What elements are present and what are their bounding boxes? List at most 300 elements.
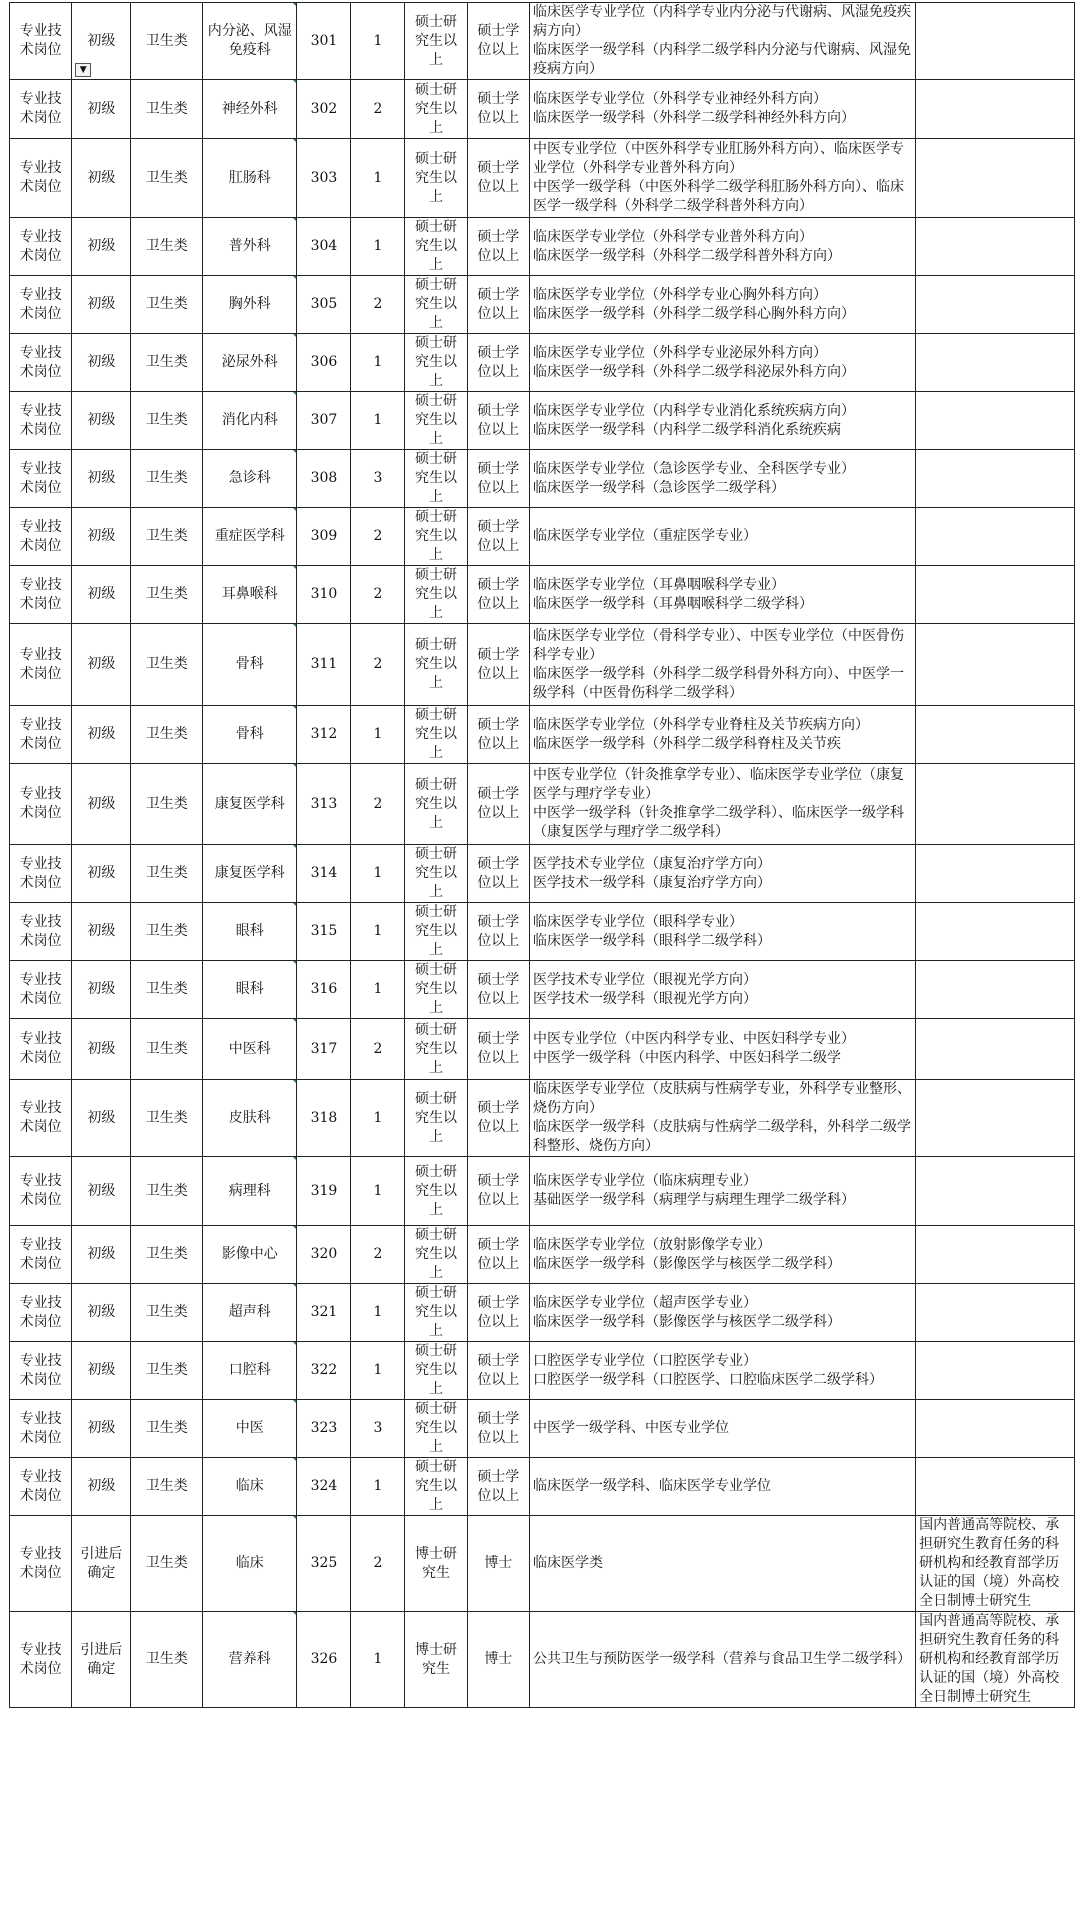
cell-category: 卫生类 [131,1157,203,1226]
cell-headcount: 2 [351,624,405,706]
cell-education: 硕士研究生以上 [405,845,467,903]
cell-headcount: 1 [351,1458,405,1516]
cell-department: 急诊科 [203,450,297,508]
cell-post-code: 315 [297,903,351,961]
cell-other-requirements [916,845,1075,903]
cell-degree: 硕士学位以上 [467,1400,529,1458]
cell-post-type: 专业技术岗位 [10,139,72,218]
cell-education: 博士研究生 [405,1612,467,1708]
cell-level: 初级 [72,1400,131,1458]
cell-level: 初级 [72,1342,131,1400]
table-row [10,80,1075,139]
cell-education: 硕士研究生以上 [405,508,467,566]
table-row [10,1157,1075,1226]
cell-department: 内分泌、风湿免疫科 [203,3,297,80]
cell-major-requirements [529,1400,915,1458]
cell-post-code: 309 [297,508,351,566]
major-line: 临床医学一级学科（外科学二级学科骨外科方向）、中医学一级学科（中医骨伤科学二级学科） [532,665,904,701]
cell-education: 硕士研究生以上 [405,276,467,334]
major-line: 临床医学专业学位（外科学专业心胸外科方向） [532,286,827,303]
cell-category: 卫生类 [131,1458,203,1516]
cell-post-code: 324 [297,1458,351,1516]
cell-category: 卫生类 [131,903,203,961]
cell-degree: 硕士学位以上 [467,334,529,392]
cell-department: 口腔科 [203,1342,297,1400]
table-row [10,3,1075,80]
cell-level: 初级 [72,961,131,1019]
cell-degree: 硕士学位以上 [467,392,529,450]
cell-department: 临床 [203,1458,297,1516]
major-line: 医学技术专业学位（眼视光学方向） [532,971,757,988]
cell-level: 初级 [72,764,131,845]
cell-education: 硕士研究生以上 [405,1080,467,1157]
cell-other-requirements [916,392,1075,450]
cell-major-requirements [529,624,915,706]
cell-major-requirements [529,764,915,845]
cell-post-type: 专业技术岗位 [10,80,72,139]
cell-education: 硕士研究生以上 [405,1342,467,1400]
cell-major-requirements [529,706,915,764]
major-line: 临床医学专业学位（超声医学专业） [532,1294,757,1311]
cell-post-code: 321 [297,1284,351,1342]
cell-post-type: 专业技术岗位 [10,1516,72,1612]
cell-level: 初级 [72,1284,131,1342]
cell-department: 泌尿外科 [203,334,297,392]
cell-headcount: 1 [351,392,405,450]
cell-major-requirements [529,80,915,139]
cell-headcount: 1 [351,903,405,961]
cell-other-requirements [916,1458,1075,1516]
cell-major-requirements [529,961,915,1019]
cell-degree: 博士 [467,1612,529,1708]
major-line: 临床医学一级学科（眼科学二级学科） [532,932,771,949]
major-line: 临床医学专业学位（放射影像学专业） [532,1236,771,1253]
cell-post-type: 专业技术岗位 [10,1226,72,1284]
cell-post-code: 304 [297,218,351,276]
cell-degree: 博士 [467,1516,529,1612]
cell-major-requirements [529,1458,915,1516]
cell-other-requirements [916,624,1075,706]
cell-education: 硕士研究生以上 [405,961,467,1019]
major-line: 公共卫生与预防医学一级学科（营养与食品卫生学二级学科） [532,1651,911,1667]
major-line: 临床医学专业学位（耳鼻咽喉科学专业） [532,576,785,593]
cell-post-code: 307 [297,392,351,450]
cell-education: 硕士研究生以上 [405,218,467,276]
table-row [10,218,1075,276]
cell-department: 消化内科 [203,392,297,450]
cell-headcount: 3 [351,1400,405,1458]
cell-category: 卫生类 [131,392,203,450]
cell-major-requirements [529,845,915,903]
cell-post-code: 308 [297,450,351,508]
cell-post-type: 专业技术岗位 [10,3,72,80]
cell-category: 卫生类 [131,706,203,764]
cell-department: 普外科 [203,218,297,276]
cell-post-type: 专业技术岗位 [10,624,72,706]
cell-category: 卫生类 [131,1226,203,1284]
cell-major-requirements [529,276,915,334]
cell-post-code: 311 [297,624,351,706]
cell-post-type: 专业技术岗位 [10,903,72,961]
cell-degree: 硕士学位以上 [467,624,529,706]
cell-degree: 硕士学位以上 [467,706,529,764]
cell-level: 初级 [72,624,131,706]
cell-post-code: 302 [297,80,351,139]
major-line: 临床医学一级学科（内科学二级学科内分泌与代谢病、风湿免疫病方向） [532,42,911,77]
cell-post-type: 专业技术岗位 [10,218,72,276]
cell-degree: 硕士学位以上 [467,1157,529,1226]
cell-department: 胸外科 [203,276,297,334]
cell-education: 硕士研究生以上 [405,334,467,392]
cell-post-type: 专业技术岗位 [10,1080,72,1157]
cell-degree: 硕士学位以上 [467,764,529,845]
cell-level: 初级 [72,276,131,334]
cell-degree: 硕士学位以上 [467,566,529,624]
cell-post-type: 专业技术岗位 [10,706,72,764]
cell-post-type: 专业技术岗位 [10,1157,72,1226]
cell-post-type: 专业技术岗位 [10,334,72,392]
table-row [10,508,1075,566]
cell-headcount: 2 [351,276,405,334]
cell-major-requirements [529,1080,915,1157]
major-line: 临床医学专业学位（皮肤病与性病学专业，外科学专业整形、烧伤方向） [532,1081,911,1116]
cell-education: 硕士研究生以上 [405,903,467,961]
cell-other-requirements [916,1226,1075,1284]
cell-post-code: 323 [297,1400,351,1458]
major-line: 临床医学一级学科（外科学二级学科普外科方向） [532,247,841,264]
cell-degree: 硕士学位以上 [467,3,529,80]
cell-headcount: 1 [351,1342,405,1400]
cell-degree: 硕士学位以上 [467,1019,529,1080]
cell-department: 病理科 [203,1157,297,1226]
cell-other-requirements [916,139,1075,218]
cell-department: 康复医学科 [203,764,297,845]
cell-other-requirements [916,80,1075,139]
major-line: 临床医学一级学科（影像医学与核医学二级学科） [532,1255,841,1272]
major-line: 基础医学一级学科（病理学与病理生理学二级学科） [532,1192,855,1208]
cell-other-requirements: 国内普通高等院校、承担研究生教育任务的科研机构和经教育部学历认证的国（境）外高校全日制博士研究生 [916,1516,1075,1612]
major-line: 中医专业学位（中医外科学专业肛肠外科方向）、临床医学专业学位（外科学专业普外科方向） [532,141,904,176]
cell-department: 骨科 [203,706,297,764]
major-line: 临床医学类 [532,1555,603,1571]
major-line: 临床医学一级学科、临床医学专业学位 [532,1478,771,1494]
major-line: 医学技术一级学科（眼视光学方向） [532,990,757,1007]
cell-headcount: 1 [351,334,405,392]
cell-department: 临床 [203,1516,297,1612]
table-row [10,1226,1075,1284]
cell-category: 卫生类 [131,566,203,624]
cell-major-requirements [529,139,915,218]
cell-department: 神经外科 [203,80,297,139]
cell-headcount: 1 [351,3,405,80]
cell-post-code: 320 [297,1226,351,1284]
cell-level: 初级 [72,566,131,624]
table-row [10,1516,1075,1612]
cell-post-type: 专业技术岗位 [10,764,72,845]
major-line: 口腔医学一级学科（口腔医学、口腔临床医学二级学科） [532,1371,883,1388]
cell-major-requirements [529,392,915,450]
table-row [10,1458,1075,1516]
major-line: 中医学一级学科（中医外科学二级学科肛肠外科方向）、临床医学一级学科（外科学二级学科普外科方向） [532,179,904,214]
cell-major-requirements [529,1284,915,1342]
cell-degree: 硕士学位以上 [467,276,529,334]
cell-headcount: 2 [351,508,405,566]
cell-degree: 硕士学位以上 [467,961,529,1019]
cell-other-requirements [916,1342,1075,1400]
major-line: 临床医学一级学科（外科学二级学科神经外科方向） [532,110,855,126]
chevron-down-icon[interactable]: ▼ [75,63,91,77]
cell-headcount: 2 [351,764,405,845]
cell-department: 康复医学科 [203,845,297,903]
table-row [10,1612,1075,1708]
major-line: 口腔医学专业学位（口腔医学专业） [532,1352,757,1369]
cell-degree: 硕士学位以上 [467,450,529,508]
cell-department: 骨科 [203,624,297,706]
table-row [10,624,1075,706]
table-row [10,566,1075,624]
table-row [10,1080,1075,1157]
cell-other-requirements [916,508,1075,566]
cell-post-type: 专业技术岗位 [10,1612,72,1708]
cell-headcount: 1 [351,845,405,903]
cell-headcount: 2 [351,1226,405,1284]
table-body [10,3,1075,1708]
cell-education: 硕士研究生以上 [405,566,467,624]
table-row [10,706,1075,764]
cell-post-code: 319 [297,1157,351,1226]
cell-other-requirements [916,3,1075,80]
cell-level: 初级 ▼ [72,3,131,80]
cell-headcount: 3 [351,450,405,508]
cell-post-code: 310 [297,566,351,624]
cell-category: 卫生类 [131,218,203,276]
cell-category: 卫生类 [131,1284,203,1342]
cell-level: 初级 [72,903,131,961]
table-row [10,1284,1075,1342]
cell-level: 引进后确定 [72,1516,131,1612]
major-line: 中医专业学位（针灸推拿学专业）、临床医学专业学位（康复医学与理疗学专业） [532,767,904,802]
cell-department: 中医 [203,1400,297,1458]
major-line: 中医专业学位（中医内科学专业、中医妇科学专业） [532,1031,855,1047]
cell-major-requirements [529,1157,915,1226]
cell-department: 中医科 [203,1019,297,1080]
cell-education: 硕士研究生以上 [405,1400,467,1458]
major-line: 临床医学专业学位（急诊医学专业、全科医学专业） [532,460,855,477]
cell-level: 初级 [72,392,131,450]
cell-level: 初级 [72,139,131,218]
cell-education: 硕士研究生以上 [405,1458,467,1516]
cell-category: 卫生类 [131,508,203,566]
cell-level: 初级 [72,508,131,566]
cell-degree: 硕士学位以上 [467,80,529,139]
cell-other-requirements [916,1080,1075,1157]
cell-other-requirements [916,450,1075,508]
major-line: 医学技术专业学位（康复治疗学方向） [532,855,771,872]
cell-post-type: 专业技术岗位 [10,1400,72,1458]
cell-degree: 硕士学位以上 [467,139,529,218]
major-line: 中医学一级学科（中医内科学、中医妇科学二级学 [532,1050,841,1066]
cell-post-type: 专业技术岗位 [10,508,72,566]
cell-education: 硕士研究生以上 [405,764,467,845]
cell-category: 卫生类 [131,845,203,903]
cell-headcount: 1 [351,139,405,218]
cell-post-code: 326 [297,1612,351,1708]
table-row [10,392,1075,450]
cell-post-code: 316 [297,961,351,1019]
cell-education: 硕士研究生以上 [405,3,467,80]
cell-post-code: 305 [297,276,351,334]
major-line: 临床医学一级学科（皮肤病与性病学二级学科，外科学二级学科整形、烧伤方向） [532,1119,911,1154]
cell-major-requirements [529,1516,915,1612]
cell-post-code: 313 [297,764,351,845]
cell-major-requirements [529,450,915,508]
cell-major-requirements [529,903,915,961]
table-row [10,1019,1075,1080]
cell-level: 初级 [72,706,131,764]
table-row [10,450,1075,508]
cell-other-requirements [916,903,1075,961]
cell-degree: 硕士学位以上 [467,1458,529,1516]
cell-category: 卫生类 [131,1400,203,1458]
cell-education: 硕士研究生以上 [405,1226,467,1284]
cell-post-type: 专业技术岗位 [10,961,72,1019]
cell-level: 初级 [72,334,131,392]
cell-category: 卫生类 [131,1612,203,1708]
table-row [10,1400,1075,1458]
cell-level: 初级 [72,845,131,903]
cell-category: 卫生类 [131,334,203,392]
cell-post-type: 专业技术岗位 [10,276,72,334]
major-line: 临床医学专业学位（外科学专业神经外科方向） [532,91,827,107]
cell-department: 皮肤科 [203,1080,297,1157]
cell-headcount: 2 [351,1516,405,1612]
cell-post-type: 专业技术岗位 [10,1458,72,1516]
cell-department: 重症医学科 [203,508,297,566]
cell-post-type: 专业技术岗位 [10,1019,72,1080]
cell-post-type: 专业技术岗位 [10,392,72,450]
cell-headcount: 1 [351,706,405,764]
table-row [10,961,1075,1019]
cell-degree: 硕士学位以上 [467,1226,529,1284]
cell-post-code: 322 [297,1342,351,1400]
cell-level: 初级 [72,80,131,139]
cell-headcount: 2 [351,80,405,139]
major-line: 中医学一级学科（针灸推拿学二级学科）、临床医学一级学科（康复医学与理疗学二级学科） [532,805,904,840]
cell-post-code: 303 [297,139,351,218]
cell-other-requirements [916,706,1075,764]
cell-education: 硕士研究生以上 [405,450,467,508]
cell-headcount: 2 [351,566,405,624]
cell-department: 超声科 [203,1284,297,1342]
cell-level: 初级 [72,218,131,276]
major-line: 临床医学一级学科（影像医学与核医学二级学科） [532,1313,841,1330]
cell-category: 卫生类 [131,276,203,334]
table-row [10,764,1075,845]
major-line: 临床医学专业学位（骨科学专业）、中医专业学位（中医骨伤科学专业） [532,627,904,663]
cell-level: 初级 [72,1019,131,1080]
cell-major-requirements [529,3,915,80]
major-line: 中医学一级学科、中医专业学位 [532,1420,729,1436]
cell-degree: 硕士学位以上 [467,1284,529,1342]
cell-education: 硕士研究生以上 [405,1019,467,1080]
cell-headcount: 1 [351,1080,405,1157]
table-row [10,276,1075,334]
table-row [10,903,1075,961]
major-line: 临床医学专业学位（眼科学专业） [532,913,743,930]
cell-other-requirements [916,566,1075,624]
cell-category: 卫生类 [131,1019,203,1080]
cell-level: 初级 [72,450,131,508]
table-row [10,1342,1075,1400]
major-line: 临床医学一级学科（外科学二级学科心胸外科方向） [532,305,855,322]
major-line: 临床医学专业学位（内科学专业内分泌与代谢病、风湿免疫疾病方向） [532,4,911,39]
cell-other-requirements: 国内普通高等院校、承担研究生教育任务的科研机构和经教育部学历认证的国（境）外高校全日制博士研究生 [916,1612,1075,1708]
major-line: 临床医学一级学科（外科学二级学科脊柱及关节疾 [532,735,841,752]
table-row [10,334,1075,392]
major-line: 临床医学专业学位（外科学专业普外科方向） [532,228,813,245]
major-line: 临床医学专业学位（临床病理专业） [532,1173,757,1189]
major-line: 临床医学一级学科（内科学二级学科消化系统疾病 [532,421,841,438]
cell-education: 博士研究生 [405,1516,467,1612]
cell-other-requirements [916,1284,1075,1342]
cell-category: 卫生类 [131,764,203,845]
cell-post-type: 专业技术岗位 [10,1342,72,1400]
cell-degree: 硕士学位以上 [467,1080,529,1157]
cell-post-code: 325 [297,1516,351,1612]
cell-headcount: 2 [351,1019,405,1080]
cell-other-requirements [916,218,1075,276]
cell-major-requirements [529,508,915,566]
major-line: 临床医学一级学科（急诊医学二级学科） [532,479,785,496]
cell-education: 硕士研究生以上 [405,624,467,706]
position-table [9,2,1075,1708]
cell-category: 卫生类 [131,624,203,706]
cell-other-requirements [916,961,1075,1019]
cell-degree: 硕士学位以上 [467,845,529,903]
cell-level: 引进后确定 [72,1612,131,1708]
cell-post-code: 317 [297,1019,351,1080]
cell-headcount: 1 [351,218,405,276]
major-line: 临床医学一级学科（耳鼻咽喉科学二级学科） [532,595,813,612]
cell-level: 初级 [72,1157,131,1226]
cell-major-requirements [529,334,915,392]
table-row [10,845,1075,903]
major-line: 临床医学专业学位（重症医学专业） [532,528,757,544]
cell-headcount: 1 [351,1284,405,1342]
cell-department: 眼科 [203,903,297,961]
cell-department: 眼科 [203,961,297,1019]
cell-other-requirements [916,276,1075,334]
cell-department: 营养科 [203,1612,297,1708]
cell-education: 硕士研究生以上 [405,706,467,764]
cell-headcount: 1 [351,1612,405,1708]
major-line: 临床医学一级学科（外科学二级学科泌尿外科方向） [532,363,855,380]
cell-level: 初级 [72,1226,131,1284]
cell-category: 卫生类 [131,450,203,508]
cell-post-code: 306 [297,334,351,392]
cell-education: 硕士研究生以上 [405,80,467,139]
cell-education: 硕士研究生以上 [405,392,467,450]
cell-post-code: 312 [297,706,351,764]
table-row [10,139,1075,218]
cell-major-requirements [529,1342,915,1400]
major-line: 临床医学专业学位（外科学专业脊柱及关节疾病方向） [532,716,869,733]
cell-degree: 硕士学位以上 [467,508,529,566]
cell-education: 硕士研究生以上 [405,139,467,218]
cell-post-type: 专业技术岗位 [10,450,72,508]
major-line: 临床医学专业学位（内科学专业消化系统疾病方向） [532,402,855,419]
cell-level: 初级 [72,1458,131,1516]
